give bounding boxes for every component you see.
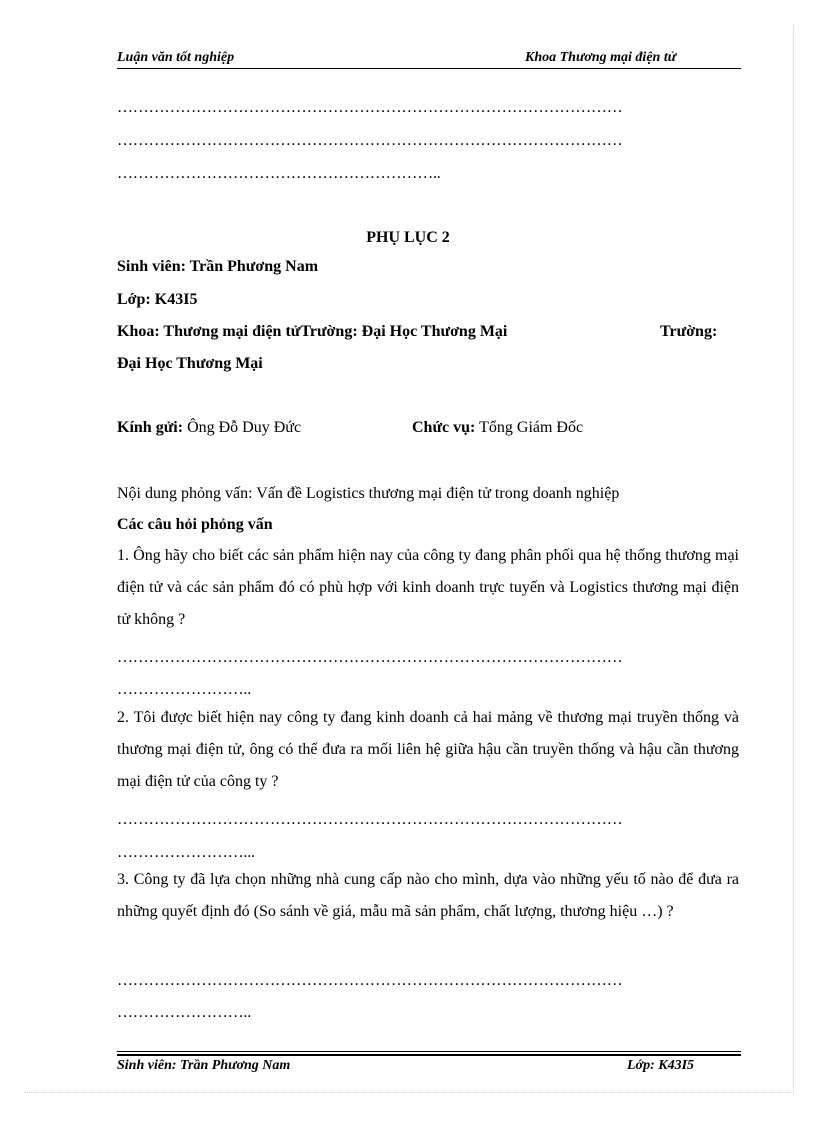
header-rule bbox=[117, 68, 741, 69]
header-faculty-label: Khoa Thương mại điện tử bbox=[525, 50, 677, 65]
answer-dots-line: …………………….. bbox=[117, 1004, 252, 1021]
header-thesis-label: Luận văn tốt nghiệp bbox=[117, 50, 235, 65]
footer-class: Lớp: K43I5 bbox=[627, 1058, 695, 1073]
answer-dots-line: ……………………... bbox=[117, 844, 255, 861]
questions-heading: Các câu hỏi phỏng vấn bbox=[117, 516, 273, 533]
answer-dots-line: …………………………………………………………………………………… bbox=[117, 99, 623, 116]
class-line bbox=[117, 290, 197, 310]
student-name: Trần Phương Nam bbox=[189, 258, 319, 275]
answer-dots-line: …………………………………………………………………………………… bbox=[117, 972, 623, 989]
class-label: Lớp: bbox=[117, 291, 151, 308]
class-value: K43I5 bbox=[154, 291, 198, 308]
recipient-label: Kính gửi: bbox=[117, 419, 184, 436]
recipient-line bbox=[117, 418, 301, 438]
footer-rule bbox=[117, 1054, 741, 1056]
recipient-name: Ông Đỗ Duy Đức bbox=[187, 419, 302, 436]
student-line bbox=[117, 257, 318, 277]
question-1: 1. Ông hãy cho biết các sản phẩm hiện nay của công ty đang phân phối qua hệ thống thương mại điện tử và các sản phẩm đó có phù hợp với kinh doanh trực tuyến và Logistics thương mại điện tử không ? bbox=[117, 547, 739, 628]
question-2: 2. Tôi được biết hiện nay công ty đang kinh doanh cả hai mảng về thương mại truyền thống và thương mại điện tử, ông có thể đưa ra mối liên hệ giữa hậu cần truyền thống và hậu cần thương mại điện tử của công ty ? bbox=[117, 709, 739, 790]
question-3: 3. Công ty đã lựa chọn những nhà cung cấp nào cho mình, dựa vào những yếu tố nào để đưa ra những quyết định đó (So sánh về giá, mẫu mã sản phẩm, chất lượng, thương hiệu …) ? bbox=[117, 871, 739, 920]
position-label: Chức vụ: bbox=[412, 419, 476, 436]
school-label: Trường: bbox=[660, 323, 718, 340]
faculty-line bbox=[117, 322, 507, 342]
faculty-value: Thương mại điện tửTrường: Đại Học Thương Mại bbox=[163, 323, 508, 340]
answer-dots-line: …………………………………………………………………………………… bbox=[117, 811, 623, 828]
page-footer bbox=[117, 1058, 741, 1078]
page-header bbox=[117, 50, 741, 70]
page-border bbox=[793, 24, 794, 1092]
position-value: Tổng Giám Đốc bbox=[479, 419, 584, 436]
answer-dots-line: …………………………………………………………………………………… bbox=[117, 132, 623, 149]
answer-dots-line: …………………………………………………….. bbox=[117, 165, 441, 182]
interview-topic: Nội dung phỏng vấn: Vấn đề Logistics thương mại điện tử trong doanh nghiệp bbox=[117, 485, 620, 502]
student-label: Sinh viên: bbox=[117, 258, 186, 275]
faculty-label: Khoa: bbox=[117, 323, 160, 340]
page-border bbox=[24, 1092, 794, 1093]
answer-dots-line: …………………….. bbox=[117, 681, 252, 698]
appendix-title: PHỤ LỤC 2 bbox=[366, 229, 450, 246]
position-line bbox=[412, 418, 583, 438]
school-value: Đại Học Thương Mại bbox=[117, 355, 263, 372]
footer-rule bbox=[117, 1051, 741, 1052]
footer-student: Sinh viên: Trần Phương Nam bbox=[117, 1058, 291, 1073]
answer-dots-line: …………………………………………………………………………………… bbox=[117, 649, 623, 666]
